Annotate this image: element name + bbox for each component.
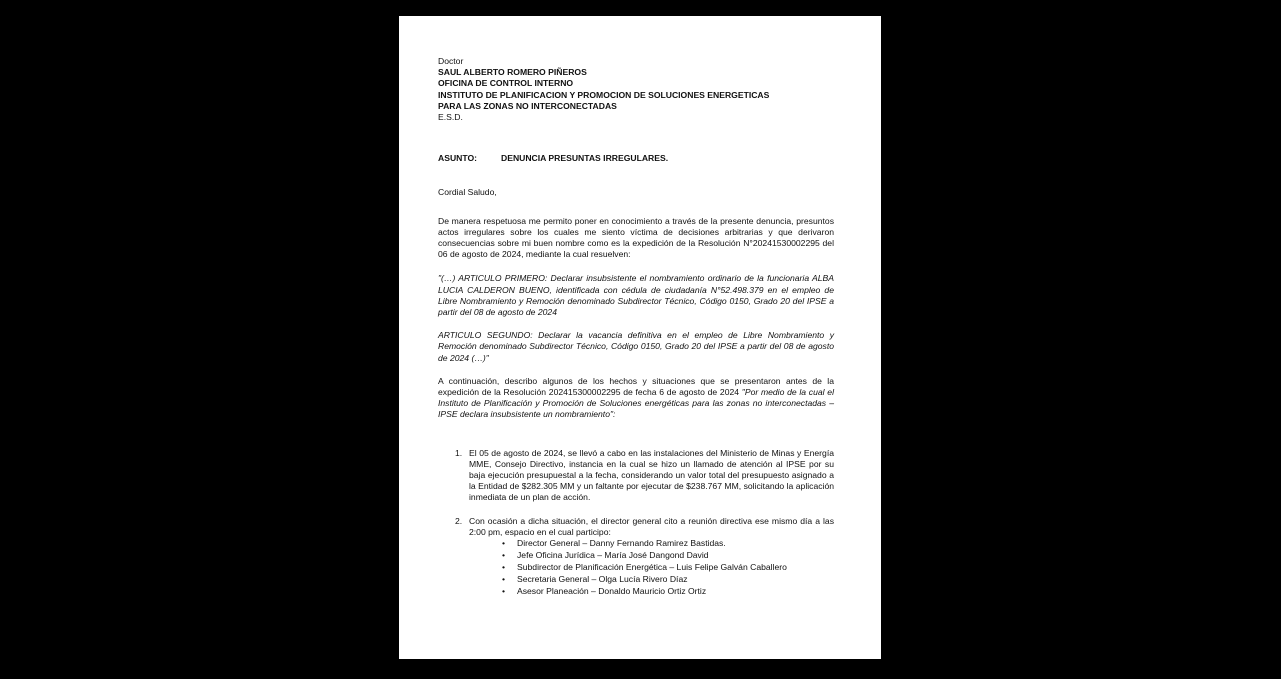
greeting: Cordial Saludo, (438, 187, 497, 198)
salutation-title: Doctor (438, 56, 464, 66)
facts-intro-resolution-title: "Por medio de la cual el Instituto de Planificación y Promoción de Soluciones energéticas para las zonas no interconectadas – IPSE declara insubsistente un nombramiento": (438, 387, 834, 420)
subject-line (438, 153, 834, 164)
subject-text: DENUNCIA PRESUNTAS IRREGULARES. (501, 153, 669, 164)
list-item-text: Con ocasión a dicha situación, el director general cito a reunión directiva ese mismo día a las 2:00 pm, espacio en el cual participo: (469, 515, 834, 537)
facts-list (438, 448, 834, 598)
list-item-number: 2. (455, 515, 463, 526)
attendee-item: • Asesor Planeación – Donaldo Mauricio Ortiz Ortiz (502, 586, 834, 598)
attendee-item: • Director General – Danny Fernando Ramirez Bastidas. (502, 538, 834, 550)
attendee-item: • Jefe Oficina Jurídica – María José Dangond David (502, 550, 834, 562)
recipient-institute-line-1: INSTITUTO DE PLANIFICACION Y PROMOCION DE SOLUCIONES ENERGETICAS (438, 89, 770, 100)
recipient-address (438, 56, 834, 123)
facts-intro-paragraph (438, 376, 834, 421)
esd-line: E.S.D. (438, 112, 463, 123)
list-item-text: El 05 de agosto de 2024, se llevó a cabo en las instalaciones del Ministerio de Minas y Energía MME, Consejo Directivo, instancia en la cual se hizo un llamado de atención al IPSE por su baja ejecución presupuestal a la fecha, considerando un valor total del presupuesto asignado a la Entidad de $282.305 MM y un faltante por ejecutar de $238.767 MM, solicitando la aplicación inmediata de un plan de acción. (469, 447, 834, 503)
facts-intro-text: A continuación, describo algunos de los hechos y situaciones que se presentaron antes de la expedición de la Resolución 202415300002295 de fecha 6 de agosto de 2024 (438, 375, 834, 398)
intro-paragraph: De manera respetuosa me permito poner en conocimiento a través de la presente denuncia, presuntos actos irregulares sobre los cuales me siento víctima de decisiones arbitrarias y que derivaron consecuencias sobre mi buen nombre como es la expedición de la Resolución N°20241530002295 del 06 de agosto de 2024, mediante la cual resuelven: (438, 215, 834, 260)
list-item (438, 516, 834, 598)
letter-page (399, 16, 881, 659)
list-item-number: 1. (455, 447, 463, 458)
list-item (438, 448, 834, 504)
attendee-item: • Subdirector de Planificación Energética – Luis Felipe Galván Caballero (502, 562, 834, 574)
recipient-name: SAUL ALBERTO ROMERO PIÑEROS (438, 67, 587, 78)
article-two-quote: ARTICULO SEGUNDO: Declarar la vacancia definitiva en el empleo de Libre Nombramiento y Remoción denominado Subdirector Técnico, Código 0150, Grado 20 del IPSE a partir del 08 de agosto de 2024 (…)" (438, 330, 834, 363)
recipient-institute-line-2: PARA LAS ZONAS NO INTERCONECTADAS (438, 100, 617, 111)
attendees-list (469, 538, 834, 598)
attendee-item: • Secretaria General – Olga Lucía Rivero Díaz (502, 574, 834, 586)
subject-label: ASUNTO: (438, 153, 477, 164)
article-one-quote: "(…) ARTICULO PRIMERO: Declarar insubsistente el nombramiento ordinario de la funcionaria ALBA LUCIA CALDERON BUENO, identificada con cédula de ciudadanía N°52.498.379 en el empleo de Libre Nombramiento y Remoción denominado Subdirector Técnico, Código 0150, Grado 20 del IPSE a partir del 08 de agosto de 2024 (438, 273, 834, 318)
recipient-office: OFICINA DE CONTROL INTERNO (438, 78, 574, 89)
